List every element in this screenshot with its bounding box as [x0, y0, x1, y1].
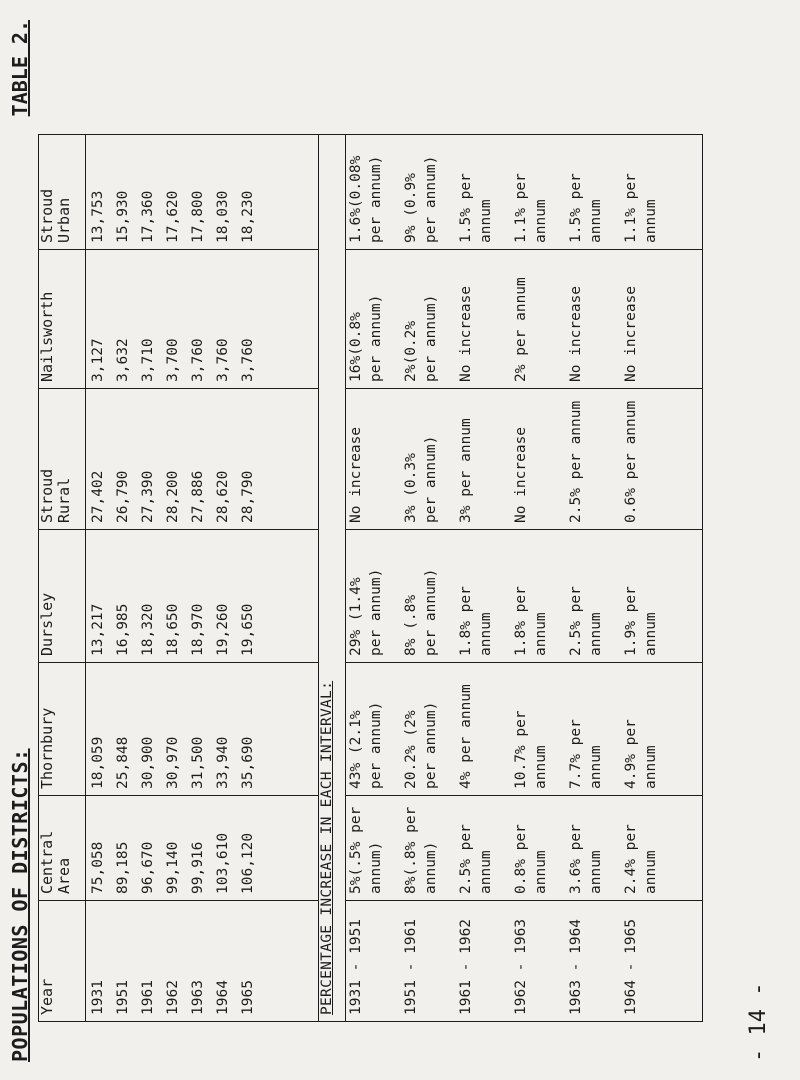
percentage-entry — [401, 141, 456, 243]
percentage-text: annum) — [368, 841, 384, 894]
percentage-text: 3.6% per — [568, 824, 584, 894]
percentage-text: No increase — [458, 285, 474, 382]
table-cell-value: 89,185 — [115, 841, 131, 894]
percentage-text: 8% (.8% — [403, 594, 419, 656]
table-cell-value: 31,500 — [190, 736, 206, 789]
table-cell-value: 18,320 — [140, 603, 156, 656]
percentage-entry — [346, 669, 401, 789]
table-cell-value: 103,610 — [215, 832, 231, 894]
table-cell-value: 96,670 — [140, 841, 156, 894]
table-cell-value: 28,790 — [240, 470, 256, 523]
table-cell-value: 26,790 — [115, 470, 131, 523]
percentage-heading-row — [319, 135, 346, 1022]
percentage-entry — [456, 907, 511, 1015]
percentage-entry — [346, 141, 401, 243]
percentage-text: 0.8% per — [513, 824, 529, 894]
table-cell-value: 3,760 — [215, 338, 231, 382]
percentage-text: 3% (0.3% — [403, 453, 419, 523]
percentage-text: annum — [588, 745, 604, 789]
percentage-text: annum) — [423, 841, 439, 894]
percentage-text: per annum) — [423, 568, 439, 656]
percentage-entry — [511, 669, 566, 789]
percentage-entry — [566, 141, 621, 243]
percentage-text: 7.7% per — [568, 719, 584, 789]
header-nailsworth: Nailsworth — [39, 250, 86, 389]
percentage-text: per annum) — [423, 701, 439, 789]
table-cell-value: 1963 — [190, 980, 206, 1015]
table-cell-value: 106,120 — [240, 832, 256, 894]
table-cell-value: 1961 — [140, 980, 156, 1015]
table-cell-value: 16,985 — [115, 603, 131, 656]
percentage-text: annum — [478, 199, 494, 243]
percentage-entry — [511, 907, 566, 1015]
percentage-entry — [566, 907, 621, 1015]
percentage-entry — [621, 669, 676, 789]
percentage-text: 4% per annum — [458, 684, 474, 789]
percentage-text: 0.6% per annum — [623, 400, 639, 523]
percentage-text: 8%(.8% per — [403, 806, 419, 894]
percentage-text: 1.5% per — [568, 173, 584, 243]
table-cell-value: 99,140 — [165, 841, 181, 894]
percentage-text: 9% (0.9% — [403, 173, 419, 243]
percentage-text: annum — [588, 612, 604, 656]
table-cell-value: 18,650 — [165, 603, 181, 656]
percentage-text: 2.5% per — [568, 586, 584, 656]
percentage-text: per annum) — [423, 435, 439, 523]
percentage-entry — [401, 395, 456, 523]
percentage-entry — [456, 141, 511, 243]
dursley-increases — [346, 530, 703, 663]
percentage-text: No increase — [568, 285, 584, 382]
table-label: TABLE 2. — [8, 20, 32, 117]
thornbury-increases — [346, 663, 703, 796]
percentage-text: annum — [643, 612, 659, 656]
table-cell-value: 3,632 — [115, 338, 131, 382]
table-cell-value: 75,058 — [90, 841, 106, 894]
percentage-text: annum — [643, 199, 659, 243]
table-cell-value: 18,970 — [190, 603, 206, 656]
header-central-area: Central Area — [39, 796, 86, 901]
percentage-text: 2%(0.2% — [403, 320, 419, 382]
percentage-text: annum — [643, 850, 659, 894]
percentage-entry — [401, 256, 456, 382]
table-cell-value: 28,200 — [165, 470, 181, 523]
percentage-entry — [346, 802, 401, 894]
percentage-text: No increase — [513, 426, 529, 523]
percentage-text: 16%(0.8% — [348, 312, 364, 382]
percentage-text: annum — [588, 199, 604, 243]
percentage-text: 1.6%(0.08% — [348, 155, 364, 243]
percentage-text: per annum) — [423, 155, 439, 243]
percentage-text: 1.9% per — [623, 586, 639, 656]
percentage-text: per annum) — [368, 568, 384, 656]
percentage-text: annum — [533, 612, 549, 656]
stroud-rural-populations — [86, 389, 319, 530]
percentage-text: 1961 - 1962 — [458, 918, 474, 1015]
table-cell-value: 99,916 — [190, 841, 206, 894]
percentage-text: annum — [588, 850, 604, 894]
percentage-entry — [511, 536, 566, 656]
percentage-text: annum — [478, 850, 494, 894]
percentage-entry — [511, 141, 566, 243]
percentage-text: 10.7% per — [513, 710, 529, 789]
percentage-entry — [401, 536, 456, 656]
percentage-entry — [621, 395, 676, 523]
percentage-text: 1951 - 1961 — [403, 918, 419, 1015]
percentage-entry — [456, 536, 511, 656]
table-cell-value: 18,030 — [215, 190, 231, 243]
percentage-text: annum — [643, 745, 659, 789]
table-cell-value: 19,260 — [215, 603, 231, 656]
percentage-entry — [346, 907, 401, 1015]
percentage-entry — [511, 256, 566, 382]
document-title: POPULATIONS OF DISTRICTS: — [8, 748, 32, 1062]
population-row — [86, 135, 319, 1022]
percentage-text: 1.8% per — [458, 586, 474, 656]
percentage-text: per annum) — [368, 701, 384, 789]
percentage-entry — [456, 395, 511, 523]
table-cell-value: 3,760 — [190, 338, 206, 382]
dursley-populations — [86, 530, 319, 663]
percentage-entry — [566, 669, 621, 789]
table-cell-value: 27,402 — [90, 470, 106, 523]
percentage-text: 2% per annum — [513, 277, 529, 382]
table-cell-value: 17,360 — [140, 190, 156, 243]
percentage-entry — [511, 802, 566, 894]
table-cell-value: 30,900 — [140, 736, 156, 789]
percentage-entry — [456, 256, 511, 382]
percentage-text: 1.1% per — [513, 173, 529, 243]
percentage-text: per annum) — [423, 294, 439, 382]
population-table — [38, 134, 703, 1022]
percentage-entry — [621, 256, 676, 382]
table-cell-value: 1951 — [115, 980, 131, 1015]
percentage-heading: PERCENTAGE INCREASE IN EACH INTERVAL: — [319, 135, 346, 1022]
percentage-entry — [456, 802, 511, 894]
percentage-text: 1931 - 1951 — [348, 918, 364, 1015]
percentage-text: 4.9% per — [623, 719, 639, 789]
percentage-text: 2.4% per — [623, 824, 639, 894]
percentage-text: annum — [478, 612, 494, 656]
stroud-urban-increases — [346, 135, 703, 250]
percentage-text: annum — [533, 199, 549, 243]
nailsworth-increases — [346, 250, 703, 389]
table-cell-value: 17,620 — [165, 190, 181, 243]
table-cell-value: 3,710 — [140, 338, 156, 382]
header-stroud-rural: Stroud Rural — [39, 389, 86, 530]
percentage-entry — [566, 536, 621, 656]
percentage-entry — [401, 802, 456, 894]
percentage-entry — [456, 669, 511, 789]
central-area-increases — [346, 796, 703, 901]
percentage-entry — [566, 395, 621, 523]
thornbury-populations — [86, 663, 319, 796]
table-cell-value: 17,800 — [190, 190, 206, 243]
percentage-entry — [621, 907, 676, 1015]
table-cell-value: 33,940 — [215, 736, 231, 789]
percentage-entry — [401, 669, 456, 789]
header-stroud-urban: Stroud Urban — [39, 135, 86, 250]
stroud-urban-populations — [86, 135, 319, 250]
percentage-text: annum — [533, 745, 549, 789]
stroud-rural-increases — [346, 389, 703, 530]
header-year: Year — [39, 901, 86, 1022]
table-cell-value: 35,690 — [240, 736, 256, 789]
percentage-text: 2.5% per — [458, 824, 474, 894]
percentage-text: No increase — [623, 285, 639, 382]
percentage-text: 1962 - 1963 — [513, 918, 529, 1015]
central-area-populations — [86, 796, 319, 901]
percentage-text: 43% (2.1% — [348, 710, 364, 789]
percentage-entry — [511, 395, 566, 523]
table-cell-value: 13,217 — [90, 603, 106, 656]
percentage-text: 1964 - 1965 — [623, 918, 639, 1015]
table-cell-value: 13,753 — [90, 190, 106, 243]
table-cell-value: 3,700 — [165, 338, 181, 382]
percentage-text: 3% per annum — [458, 418, 474, 523]
table-cell-value: 30,970 — [165, 736, 181, 789]
percentage-text: No increase — [348, 426, 364, 523]
percentage-entry — [566, 802, 621, 894]
percentage-entry — [346, 395, 401, 523]
percentage-text: 1.1% per — [623, 173, 639, 243]
percentage-text: per annum) — [368, 294, 384, 382]
table-cell-value: 19,650 — [240, 603, 256, 656]
table-cell-value: 27,886 — [190, 470, 206, 523]
percentage-text: 5%(.5% per — [348, 806, 364, 894]
percentage-entry — [621, 802, 676, 894]
percentage-text: 1.8% per — [513, 586, 529, 656]
table-cell-value: 18,059 — [90, 736, 106, 789]
year-list — [86, 901, 319, 1022]
header-dursley: Dursley — [39, 530, 86, 663]
percentage-text: 29% (1.4% — [348, 577, 364, 656]
table-cell-value: 1965 — [240, 980, 256, 1015]
percentage-entry — [346, 536, 401, 656]
page-number: - 14 - — [746, 982, 771, 1062]
table-cell-value: 27,390 — [140, 470, 156, 523]
table-cell-value: 3,760 — [240, 338, 256, 382]
header-row — [39, 135, 86, 1022]
percentage-entry — [621, 536, 676, 656]
percentage-text: 2.5% per annum — [568, 400, 584, 523]
percentage-text: 1.5% per — [458, 173, 474, 243]
percentage-entry — [346, 256, 401, 382]
interval-list — [346, 901, 703, 1022]
percentage-entry — [621, 141, 676, 243]
table-cell-value: 25,848 — [115, 736, 131, 789]
nailsworth-populations — [86, 250, 319, 389]
percentage-text: annum — [533, 850, 549, 894]
table-cell-value: 18,230 — [240, 190, 256, 243]
percentage-row — [346, 135, 703, 1022]
percentage-text: 1963 - 1964 — [568, 918, 584, 1015]
percentage-text: per annum) — [368, 155, 384, 243]
table-cell-value: 15,930 — [115, 190, 131, 243]
percentage-entry — [566, 256, 621, 382]
table-cell-value: 3,127 — [90, 338, 106, 382]
percentage-entry — [401, 907, 456, 1015]
percentage-text: 20.2% (2% — [403, 710, 419, 789]
header-thornbury: Thornbury — [39, 663, 86, 796]
table-cell-value: 28,620 — [215, 470, 231, 523]
table-cell-value: 1964 — [215, 980, 231, 1015]
table-cell-value: 1962 — [165, 980, 181, 1015]
table-cell-value: 1931 — [90, 980, 106, 1015]
